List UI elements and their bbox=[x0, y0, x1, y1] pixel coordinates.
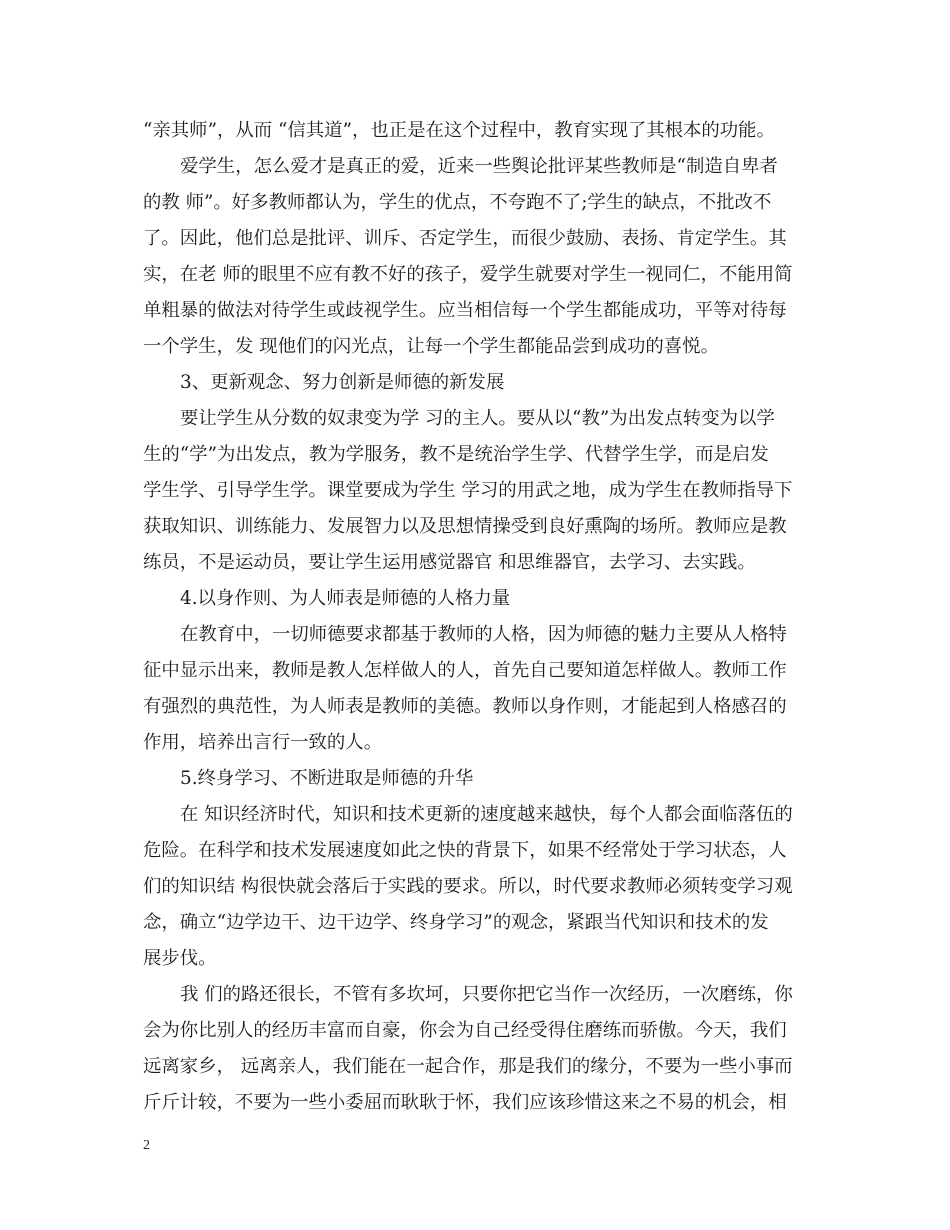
text-line: 展步伐。 bbox=[143, 948, 217, 969]
text-line: 念，确立“边学边干、边干边学、终身学习”的观念，紧跟当代知识和技术的发 bbox=[143, 912, 769, 933]
text-line: 一个学生，发 现他们的闪光点，让每一个学生都能品尝到成功的喜悦。 bbox=[143, 336, 719, 357]
text-line: 的教 师”。好多教师都认为，学生的优点，不夸跑不了;学生的缺点，不批改不 bbox=[143, 192, 772, 213]
text-line: 征中显示出来，教师是教人怎样做人的人，首先自己要知道怎样做人。教师工作 bbox=[143, 660, 787, 681]
text-line: 练员，不是运动员，要让学生运用感觉器官 和思维器官，去学习、去实践。 bbox=[143, 552, 756, 573]
paragraph-start-line: 在 知识经济时代，知识和技术更新的速度越来越快，每个人都会面临落伍的 bbox=[180, 804, 793, 825]
text-line: 们的知识结 构很快就会落后于实践的要求。所以，时代要求教师必须转变学习观 bbox=[143, 876, 793, 897]
section-heading: 3、更新观念、努力创新是师德的新发展 bbox=[180, 372, 505, 393]
text-line: 单粗暴的做法对待学生或歧视学生。应当相信每一个学生都能成功，平等对待每 bbox=[143, 300, 787, 321]
text-line: 了。因此，他们总是批评、训斥、否定学生，而很少鼓励、表扬、肯定学生。其 bbox=[143, 228, 787, 249]
paragraph-start-line: 我 们的路还很长，不管有多坎坷，只要你把它当作一次经历，一次磨练，你 bbox=[180, 984, 793, 1005]
text-line: 有强烈的典范性，为人师表是教师的美德。教师以身作则，才能起到人格感召的 bbox=[143, 696, 787, 717]
text-line: 会为你比别人的经历丰富而自豪，你会为自己经受得住磨练而骄傲。今天，我们 bbox=[143, 1020, 787, 1041]
text-line: 远离家乡， 远离亲人，我们能在一起合作，那是我们的缘分，不要为一些小事而 bbox=[143, 1056, 793, 1077]
text-line: 斤斤计较，不要为一些小委屈而耿耿于怀，我们应该珍惜这来之不易的机会，相 bbox=[143, 1092, 787, 1113]
paragraph-start-line: 要让学生从分数的奴隶变为学 习的主人。要从以“教”为出发点转变为以学 bbox=[180, 408, 775, 429]
text-line: “亲其师”，从而 “信其道”，也正是在这个过程中，教育实现了其根本的功能。 bbox=[143, 120, 775, 141]
section-heading: 4.以身作则、为人师表是师德的人格力量 bbox=[180, 588, 511, 609]
text-line: 学生学、引导学生学。课堂要成为学生 学习的用武之地，成为学生在教师指导下 bbox=[143, 480, 793, 501]
text-line: 实，在老 师的眼里不应有教不好的孩子，爱学生就要对学生一视同仁，不能用简 bbox=[143, 264, 793, 285]
text-line: 作用，培养出言行一致的人。 bbox=[143, 732, 383, 753]
page-number: 2 bbox=[143, 1138, 150, 1153]
text-line: 危险。在科学和技术发展速度如此之快的背景下，如果不经常处于学习状态，人 bbox=[143, 840, 787, 861]
text-line: 获取知识、训练能力、发展智力以及思想情操受到良好熏陶的场所。教师应是教 bbox=[143, 516, 787, 537]
paragraph-start-line: 在教育中，一切师德要求都基于教师的人格，因为师德的魅力主要从人格特 bbox=[180, 624, 787, 645]
text-line: 生的“学”为出发点，教为学服务，教不是统治学生学、代替学生学，而是启发 bbox=[143, 444, 769, 465]
section-heading: 5.终身学习、不断进取是师德的升华 bbox=[180, 768, 474, 789]
paragraph-start-line: 爱学生，怎么爱才是真正的爱，近来一些舆论批评某些教师是“制造自卑者 bbox=[180, 156, 778, 177]
